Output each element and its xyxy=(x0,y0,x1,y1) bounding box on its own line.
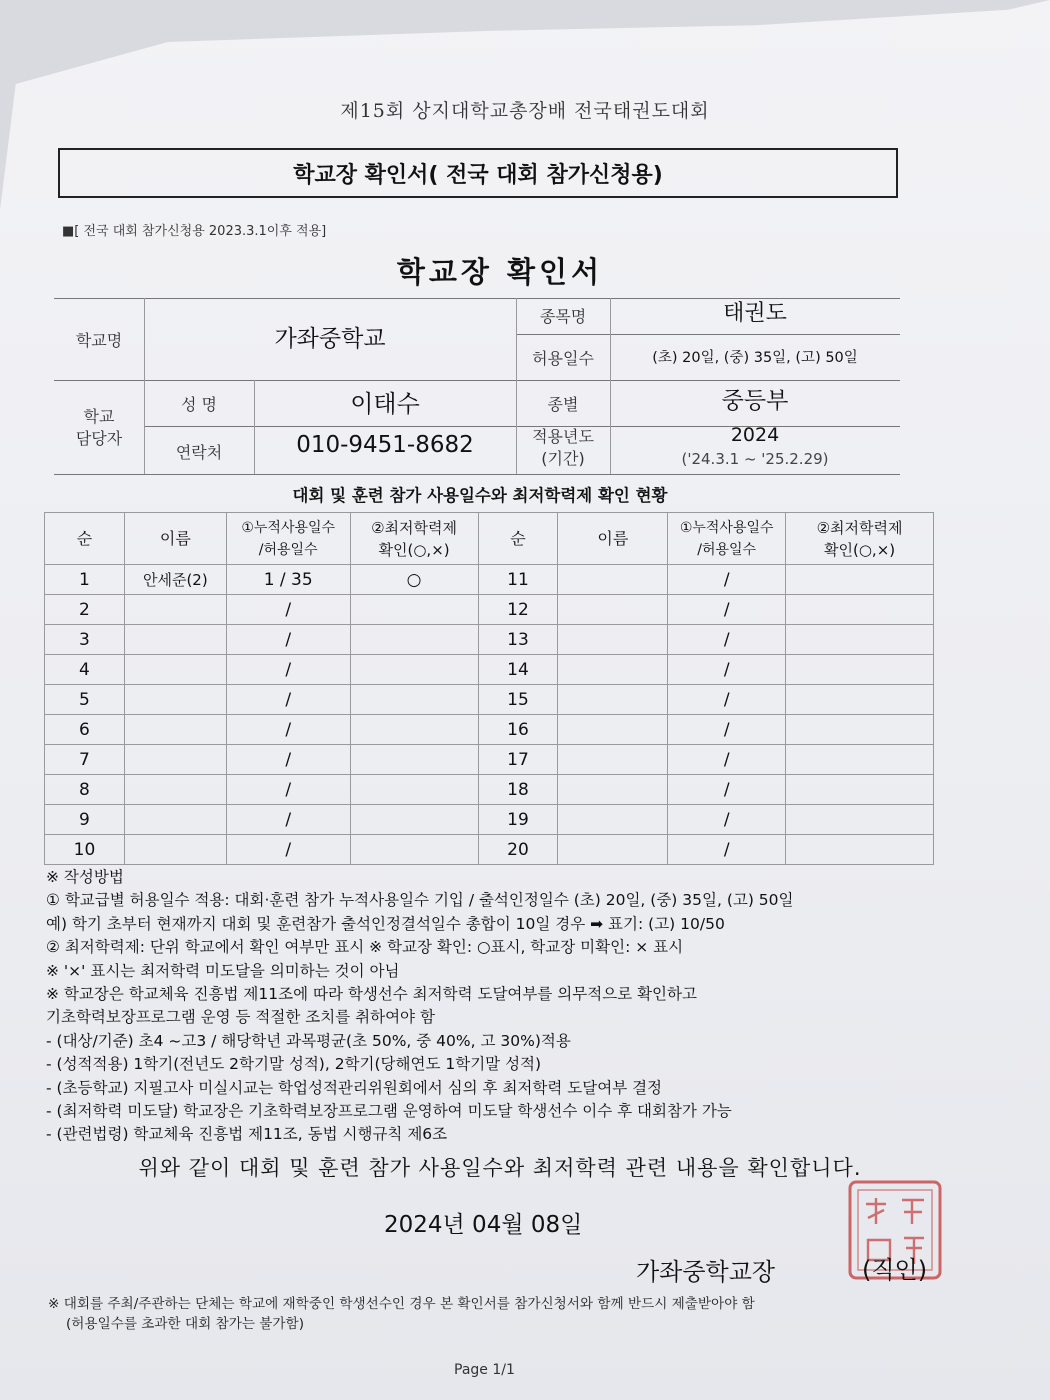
allowed-days-value: (초) 20일, (중) 35일, (고) 50일 xyxy=(652,350,858,366)
row-number: 2 xyxy=(45,595,125,625)
used-days: / xyxy=(226,835,350,865)
used-days: / xyxy=(226,685,350,715)
method-line: 예) 학기 초부터 현재까지 대회 및 훈련참가 출석인정결석일수 총합이 10일 경우 ➡ 표기: (고) 10/50 xyxy=(46,914,725,933)
academic-check xyxy=(786,715,934,745)
student-name xyxy=(124,595,226,625)
method-line: - (최저학력 미도달) 학교장은 기초학력보장프로그램 운영하여 미도달 학생선수 이수 후 대회참가 가능 xyxy=(46,1102,732,1121)
status-table xyxy=(44,512,934,865)
student-name: 안세준(2) xyxy=(124,565,226,595)
table-row xyxy=(45,835,934,865)
used-days: / xyxy=(668,715,786,745)
row-number: 9 xyxy=(45,805,125,835)
row-number: 3 xyxy=(45,625,125,655)
academic-check xyxy=(350,685,478,715)
academic-check xyxy=(350,655,478,685)
row-number: 15 xyxy=(478,685,558,715)
manager-name-value: 이태수 xyxy=(350,390,420,418)
applied-year-value: 2024 xyxy=(730,424,780,446)
row-number: 14 xyxy=(478,655,558,685)
table-row xyxy=(45,775,934,805)
row-number: 1 xyxy=(45,565,125,595)
writing-method-notes xyxy=(46,866,926,1147)
header-academic: ②최저학력제 확인(○,×) xyxy=(350,513,478,565)
footer-line: ※ 대회를 주최/주관하는 단체는 학교에 재학중인 학생선수인 경우 본 확인서를 참가신청서와 함께 반드시 제출받아야 함 xyxy=(48,1296,755,1312)
header-name: 이름 xyxy=(558,513,668,565)
row-number: 4 xyxy=(45,655,125,685)
academic-check xyxy=(786,745,934,775)
header-no: 순 xyxy=(478,513,558,565)
student-name xyxy=(558,565,668,595)
school-name-value: 가좌중학교 xyxy=(274,326,386,352)
footer-line: (허용일수를 초과한 대회 참가는 불가함) xyxy=(66,1316,304,1332)
document-title: 학교장 확인서 xyxy=(396,255,604,289)
confirmation-date: 2024년 04월 08일 xyxy=(384,1212,583,1238)
academic-check xyxy=(350,745,478,775)
used-days: 1 / 35 xyxy=(226,565,350,595)
academic-check xyxy=(786,655,934,685)
used-days: / xyxy=(226,775,350,805)
sport-value: 태권도 xyxy=(723,301,787,326)
academic-check xyxy=(786,565,934,595)
seal-label: (직인) xyxy=(862,1256,928,1284)
header-academic: ②최저학력제 확인(○,×) xyxy=(786,513,934,565)
row-number: 10 xyxy=(45,835,125,865)
applied-year-label: 적용년도 (기간) xyxy=(532,427,594,468)
row-number: 16 xyxy=(478,715,558,745)
method-line: - (성적적용) 1학기(전년도 2학기말 성적), 2학기(당해연도 1학기말 성적) xyxy=(46,1055,542,1074)
student-name xyxy=(124,745,226,775)
status-title: 대회 및 훈련 참가 사용일수와 최저학력제 확인 현황 xyxy=(292,486,668,505)
header-no: 순 xyxy=(45,513,125,565)
row-number: 5 xyxy=(45,685,125,715)
student-name xyxy=(124,715,226,745)
used-days: / xyxy=(226,745,350,775)
allowed-days-label: 허용일수 xyxy=(532,349,594,368)
used-days: / xyxy=(668,565,786,595)
academic-check xyxy=(350,775,478,805)
academic-check xyxy=(786,625,934,655)
academic-check xyxy=(786,685,934,715)
used-days: / xyxy=(668,805,786,835)
student-name xyxy=(558,625,668,655)
table-row xyxy=(45,565,934,595)
form-applicability-note: ■[ 전국 대회 참가신청용 2023.3.1이후 적용] xyxy=(62,224,327,239)
table-row xyxy=(45,745,934,775)
header-name: 이름 xyxy=(124,513,226,565)
student-name xyxy=(558,775,668,805)
row-number: 13 xyxy=(478,625,558,655)
used-days: / xyxy=(668,745,786,775)
method-line: ※ '×' 표시는 최저학력 미도달을 의미하는 것이 아님 xyxy=(46,961,400,980)
row-number: 20 xyxy=(478,835,558,865)
table-row xyxy=(45,715,934,745)
used-days: / xyxy=(668,595,786,625)
student-name xyxy=(558,745,668,775)
principal-signature: 가좌중학교장 xyxy=(636,1258,776,1286)
footer-note xyxy=(48,1294,755,1334)
academic-check xyxy=(786,805,934,835)
row-number: 12 xyxy=(478,595,558,625)
used-days: / xyxy=(668,625,786,655)
academic-check xyxy=(350,595,478,625)
row-number: 18 xyxy=(478,775,558,805)
table-row xyxy=(45,595,934,625)
student-name xyxy=(124,625,226,655)
table-row xyxy=(45,625,934,655)
method-line: - (초등학교) 지필고사 미실시교는 학업성적관리위원회에서 심의 후 최저학력 도달여부 결정 xyxy=(46,1078,663,1097)
row-number: 11 xyxy=(478,565,558,595)
boxed-form-title: 학교장 확인서( 전국 대회 참가신청용) xyxy=(58,148,898,198)
academic-check xyxy=(786,835,934,865)
row-number: 7 xyxy=(45,745,125,775)
used-days: / xyxy=(226,625,350,655)
student-name xyxy=(124,685,226,715)
academic-check xyxy=(786,595,934,625)
academic-check xyxy=(350,805,478,835)
confirmation-statement: 위와 같이 대회 및 훈련 참가 사용일수와 최저학력 관련 내용을 확인합니다. xyxy=(138,1156,862,1180)
used-days: / xyxy=(226,595,350,625)
sport-label: 종목명 xyxy=(539,307,587,326)
school-manager-label: 학교 담당자 xyxy=(75,407,123,448)
academic-check xyxy=(350,625,478,655)
applied-period-value: ('24.3.1 ~ '25.2.29) xyxy=(681,450,829,468)
method-line: 기초학력보장프로그램 운영 등 적절한 조치를 취하여야 함 xyxy=(46,1008,435,1027)
row-number: 6 xyxy=(45,715,125,745)
student-name xyxy=(558,595,668,625)
row-number: 8 xyxy=(45,775,125,805)
table-row xyxy=(45,655,934,685)
used-days: / xyxy=(226,805,350,835)
method-line: - (관련법령) 학교체육 진흥법 제11조, 동법 시행규칙 제6조 xyxy=(46,1125,448,1144)
student-name xyxy=(124,835,226,865)
division-label: 종별 xyxy=(547,395,579,414)
student-name xyxy=(124,775,226,805)
method-line: - (대상/기준) 초4 ~고3 / 해당학년 과목평균(초 50%, 중 40%, 고 30%)적용 xyxy=(46,1031,571,1050)
student-name xyxy=(558,715,668,745)
page-number: Page 1/1 xyxy=(454,1362,515,1378)
manager-name-label: 성 명 xyxy=(181,395,217,414)
table-row xyxy=(45,685,934,715)
academic-check xyxy=(786,775,934,805)
student-name xyxy=(124,805,226,835)
method-line: ① 학교급별 허용일수 적용: 대회·훈련 참가 누적사용일수 기입 / 출석인정일수 (초) 20일, (중) 35일, (고) 50일 xyxy=(46,891,794,910)
academic-check xyxy=(350,715,478,745)
school-name-label: 학교명 xyxy=(75,331,123,350)
used-days: / xyxy=(668,655,786,685)
contact-value: 010-9451-8682 xyxy=(296,432,474,458)
used-days: / xyxy=(668,835,786,865)
student-name xyxy=(558,655,668,685)
student-name xyxy=(558,685,668,715)
method-heading: ※ 작성방법 xyxy=(46,868,124,886)
method-line: ※ 학교장은 학교체육 진흥법 제11조에 따라 학생선수 최저학력 도달여부를 의무적으로 확인하고 xyxy=(46,985,697,1004)
table-row xyxy=(45,805,934,835)
used-days: / xyxy=(226,655,350,685)
row-number: 19 xyxy=(478,805,558,835)
header-days: ①누적사용일수 /허용일수 xyxy=(668,513,786,565)
contact-label: 연락처 xyxy=(175,443,223,462)
division-value: 중등부 xyxy=(721,388,789,414)
used-days: / xyxy=(668,685,786,715)
row-number: 17 xyxy=(478,745,558,775)
academic-check: ○ xyxy=(350,565,478,595)
event-title: 제15회 상지대학교총장배 전국태권도대회 xyxy=(340,100,710,122)
method-line: ② 최저학력제: 단위 학교에서 확인 여부만 표시 ※ 학교장 확인: ○표시, 학교장 미확인: × 표시 xyxy=(46,938,684,957)
academic-check xyxy=(350,835,478,865)
student-name xyxy=(558,835,668,865)
used-days: / xyxy=(668,775,786,805)
used-days: / xyxy=(226,715,350,745)
header-days: ①누적사용일수 /허용일수 xyxy=(226,513,350,565)
student-name xyxy=(124,655,226,685)
student-name xyxy=(558,805,668,835)
